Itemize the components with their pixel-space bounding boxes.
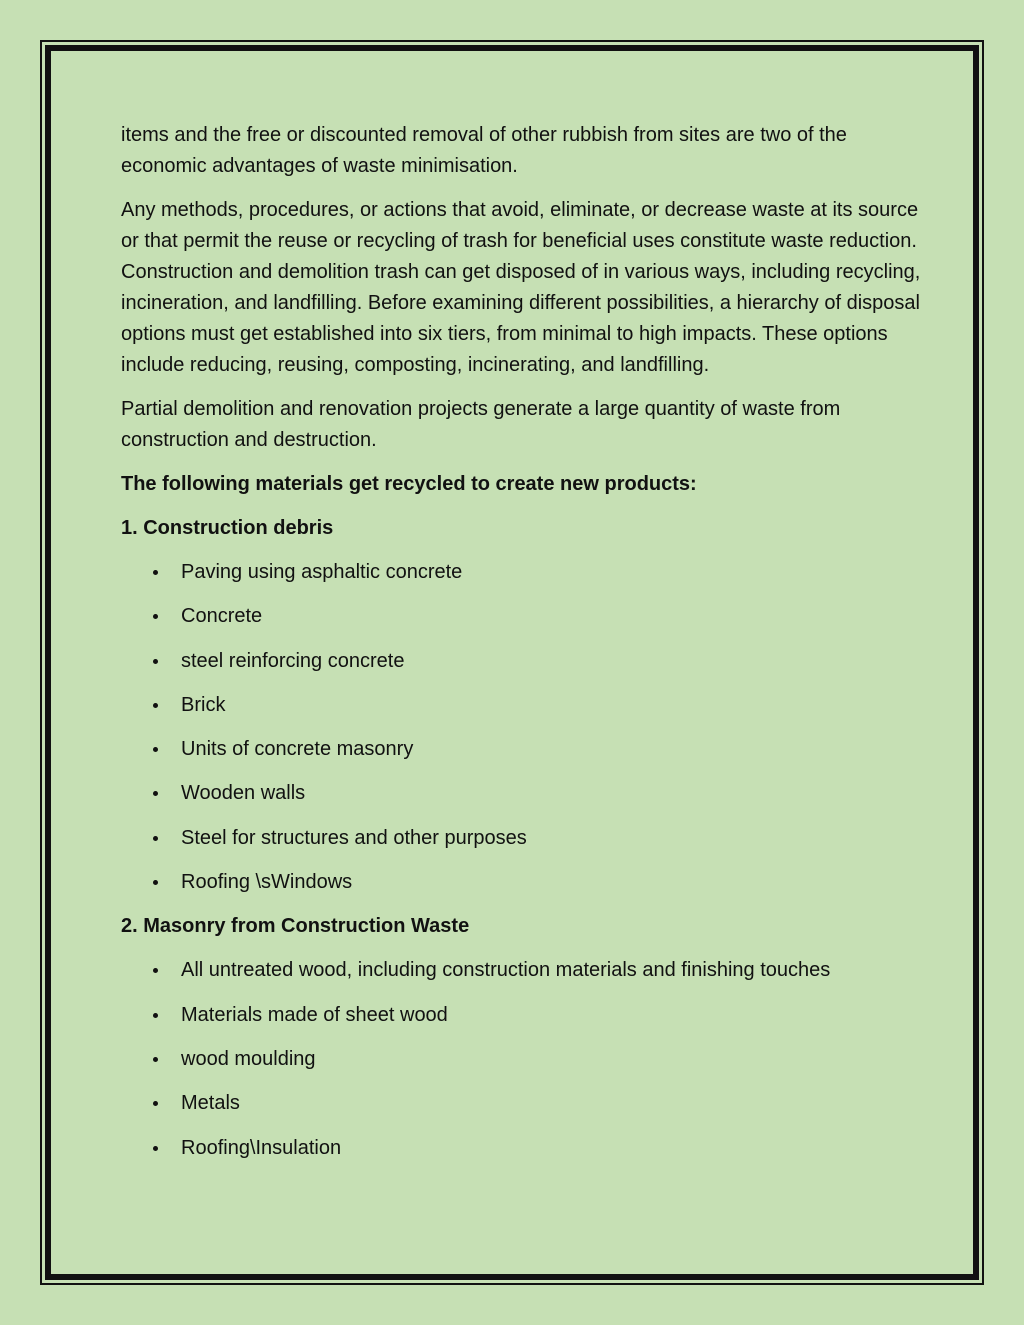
- section-heading: The following materials get recycled to create new products:: [121, 473, 697, 495]
- list-item: Brick: [121, 690, 921, 721]
- list-item: Metals: [121, 1088, 921, 1119]
- list-item: Materials made of sheet wood: [121, 1000, 921, 1031]
- list-item: All untreated wood, including construction materials and finishing touches: [121, 955, 921, 986]
- masonry-waste-list: [121, 955, 921, 1163]
- list-item: wood moulding: [121, 1044, 921, 1075]
- list-item: Roofing\Insulation: [121, 1133, 921, 1164]
- paragraph-demolition-waste: Partial demolition and renovation projects generate a large quantity of waste from construction and destruction.: [121, 398, 841, 451]
- list-heading-masonry: 2. Masonry from Construction Waste: [121, 915, 470, 938]
- document-body: [121, 120, 921, 1177]
- list-item: Roofing \sWindows: [121, 867, 921, 898]
- list-item: steel reinforcing concrete: [121, 646, 921, 677]
- list-heading-construction-debris: 1. Construction debris: [121, 517, 334, 539]
- list-item: Units of concrete masonry: [121, 734, 921, 765]
- paragraph-economic-advantages: items and the free or discounted removal of other rubbish from sites are two of the economic advantages of waste minimisation.: [121, 124, 847, 177]
- paragraph-waste-reduction: Any methods, procedures, or actions that avoid, eliminate, or decrease waste at its source or that permit the reuse or recycling of trash for beneficial uses constitute waste reduction. Construction and demolition trash can get disposed of in various ways, including recycling, incineration, and landfilling. Before examining different possibilities, a hierarchy of disposal options must get established into six tiers, from minimal to high impacts. These options include reducing, reusing, composting, incinerating, and landfilling.: [121, 199, 921, 376]
- list-item: Paving using asphaltic concrete: [121, 557, 921, 588]
- construction-debris-list: [121, 557, 921, 898]
- list-item: Wooden walls: [121, 778, 921, 809]
- list-item: Steel for structures and other purposes: [121, 823, 921, 854]
- list-item: Concrete: [121, 601, 921, 632]
